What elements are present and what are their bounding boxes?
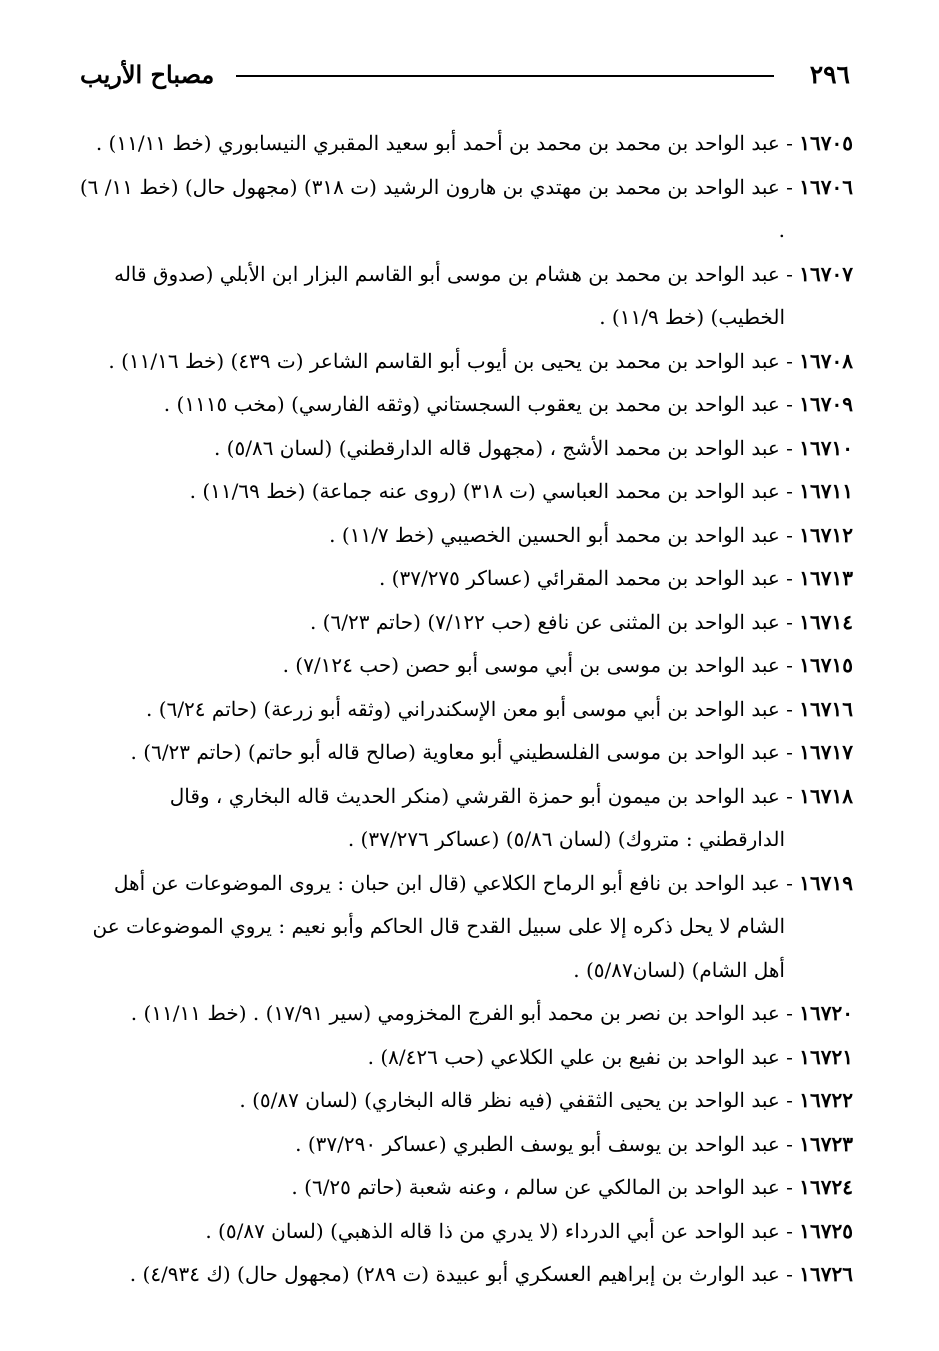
entry-number: ١٦٧٢٠ bbox=[799, 1001, 853, 1025]
list-item bbox=[78, 1036, 853, 1080]
entry-text: عبد الواحد بن محمد المقرائي (عساكر ٣٧/٢٧٥) . bbox=[378, 566, 780, 590]
entry-text: عبد الواحد بن محمد الأشج ، (مجهول قاله الدارقطني) (لسان ٥/٨٦) . bbox=[213, 435, 780, 460]
entry-separator: - bbox=[779, 522, 800, 547]
entry-separator: - bbox=[779, 1044, 800, 1069]
list-item bbox=[78, 731, 853, 775]
entry-text: عبد الواحد بن محمد بن يحيى بن أيوب أبو القاسم الشاعر (ت ٤٣٩) (خط ١١/١٦) . bbox=[108, 348, 780, 373]
entry-separator: - bbox=[779, 131, 800, 155]
entry-separator: - bbox=[779, 1131, 800, 1156]
entry-number: ١٦٧٢٥ bbox=[799, 1218, 853, 1243]
entry-separator: - bbox=[779, 1088, 800, 1112]
entry-number: ١٦٧١٩ bbox=[799, 870, 853, 895]
entry-separator: - bbox=[779, 1175, 800, 1199]
list-item bbox=[78, 1123, 853, 1167]
entry-number: ١٦٧٠٦ bbox=[799, 174, 853, 199]
entry-number: ١٦٧٢٦ bbox=[799, 1262, 853, 1286]
entry-text: عبد الواحد بن يوسف أبو يوسف الطبري (عساكر ٣٧/٢٩٠) . bbox=[295, 1131, 780, 1156]
entry-separator: - bbox=[779, 1218, 800, 1243]
entry-text: عبد الوارث بن إبراهيم العسكري أبو عبيدة (ت ٢٨٩) (مجهول حال) (ك ٤/٩٣٤) . bbox=[129, 1262, 780, 1286]
entry-number: ١٦٧١٨ bbox=[799, 783, 853, 808]
entry-separator: - bbox=[779, 348, 800, 373]
entry-text: عبد الواحد بن نفيع بن علي الكلاعي (حب ٨/٤٢٦) . bbox=[367, 1044, 780, 1069]
list-item bbox=[78, 1079, 853, 1123]
entry-separator: - bbox=[779, 1262, 800, 1286]
entry-text: عبد الواحد بن موسى بن أبي موسى أبو حصن (حب ٧/١٢٤) . bbox=[282, 653, 780, 677]
entry-separator: - bbox=[779, 566, 800, 590]
entry-separator: - bbox=[779, 653, 800, 677]
entry-number: ١٦٧٠٥ bbox=[799, 131, 853, 155]
entry-text: عبد الواحد بن موسى الفلسطيني أبو معاوية (صالح قاله أبو حاتم) (حاتم ٦/٢٣) . bbox=[130, 740, 780, 764]
list-item bbox=[78, 644, 853, 688]
entry-separator: - bbox=[779, 1001, 800, 1025]
entry-number: ١٦٧١١ bbox=[799, 479, 853, 503]
entry-separator: - bbox=[779, 696, 800, 721]
list-item bbox=[78, 557, 853, 601]
list-item bbox=[78, 383, 853, 427]
entry-text: عبد الواحد بن أبي موسى أبو معن الإسكندراني (وثقه أبو زرعة) (حاتم ٦/٢٤) . bbox=[146, 696, 780, 721]
entry-number: ١٦٧١٢ bbox=[799, 522, 853, 547]
list-item bbox=[78, 427, 853, 471]
entry-text: عبد الواحد بن محمد بن محمد بن أحمد أبو سعيد المقبري النيسابوري (خط ١١/١١) . bbox=[95, 131, 780, 155]
entry-text: عبد الواحد بن محمد بن هشام بن موسى أبو القاسم البزار ابن الأبلي (صدوق قاله الخطيب) (خط ١١/٩) . bbox=[114, 261, 785, 329]
entry-number: ١٦٧١٥ bbox=[799, 653, 853, 677]
entry-text: عبد الواحد بن محمد بن مهتدي بن هارون الرشيد (ت ٣١٨) (مجهول حال) (خط ١١/ ٦) . bbox=[79, 174, 785, 242]
entry-number: ١٦٧١٦ bbox=[799, 696, 853, 721]
entry-number: ١٦٧٢٢ bbox=[799, 1088, 853, 1112]
entry-number: ١٦٧٢١ bbox=[799, 1044, 853, 1069]
entry-separator: - bbox=[779, 174, 800, 199]
entry-number: ١٦٧١٤ bbox=[799, 609, 853, 634]
entry-text: عبد الواحد بن المثنى عن نافع (حب ٧/١٢٢) (حاتم ٦/٢٣) . bbox=[309, 609, 780, 634]
entry-number: ١٦٧١٧ bbox=[799, 740, 853, 764]
entry-separator: - bbox=[779, 261, 800, 286]
list-item bbox=[78, 1210, 853, 1254]
page-number: ٢٩٦ bbox=[809, 60, 850, 89]
entry-text: عبد الواحد بن المالكي عن سالم ، وعنه شعبة (حاتم ٦/٢٥) . bbox=[291, 1175, 780, 1199]
list-item bbox=[78, 862, 853, 993]
entry-number: ١٦٧١٣ bbox=[799, 566, 853, 590]
list-item bbox=[78, 166, 853, 253]
header-rule bbox=[236, 75, 774, 77]
list-item bbox=[78, 1166, 853, 1210]
page-header bbox=[80, 58, 850, 98]
entry-number: ١٦٧١٠ bbox=[799, 435, 853, 460]
entry-separator: - bbox=[779, 609, 800, 634]
entry-text: عبد الواحد بن ميمون أبو حمزة القرشي (منكر الحديث قاله البخاري ، وقال الدارقطني : متروك) (لسان ٥/٨٦) (عساكر ٣٧/٢٧٦) . bbox=[169, 783, 785, 851]
book-title: مصباح الأريب bbox=[80, 60, 215, 89]
entry-number: ١٦٧٠٨ bbox=[799, 348, 853, 373]
entry-number: ١٦٧٠٩ bbox=[799, 392, 853, 416]
entry-number: ١٦٧٢٣ bbox=[799, 1131, 853, 1156]
entry-separator: - bbox=[779, 740, 800, 764]
entry-text: عبد الواحد بن يحيى الثقفي (فيه نظر قاله البخاري) (لسان ٥/٨٧) . bbox=[239, 1088, 780, 1112]
entry-separator: - bbox=[779, 783, 800, 808]
entry-text: عبد الواحد عن أبي الدرداء (لا يدري من ذا قاله الذهبي) (لسان ٥/٨٧) . bbox=[205, 1218, 780, 1243]
entry-number: ١٦٧٢٤ bbox=[799, 1175, 853, 1199]
list-item bbox=[78, 992, 853, 1036]
list-item bbox=[78, 340, 853, 384]
entry-separator: - bbox=[779, 479, 800, 503]
list-item bbox=[78, 470, 853, 514]
entry-text: عبد الواحد بن محمد بن يعقوب السجستاني (وثقه الفارسي) (مخب ١١١٥) . bbox=[163, 392, 780, 416]
entry-text: عبد الواحد بن محمد أبو الحسين الخصيبي (خط ١١/٧) . bbox=[329, 522, 780, 547]
list-item bbox=[78, 601, 853, 645]
list-item bbox=[78, 514, 853, 558]
list-item bbox=[78, 253, 853, 340]
entry-separator: - bbox=[779, 435, 800, 460]
entry-text: عبد الواحد بن محمد العباسي (ت ٣١٨) (روى عنه جماعة) (خط ١١/٦٩) . bbox=[189, 479, 780, 503]
entry-list bbox=[78, 122, 853, 1297]
list-item bbox=[78, 1253, 853, 1297]
list-item bbox=[78, 688, 853, 732]
entry-separator: - bbox=[779, 392, 800, 416]
entry-text: عبد الواحد بن نافع أبو الرماح الكلاعي (قال ابن حبان : يروى الموضوعات عن أهل الشام لا يحل ذكره إلا على سبيل القدح قال الحاكم وأبو نعيم : يروي الموضوعات عن أهل الشام) (لسان٥/٨٧) . bbox=[92, 870, 785, 982]
list-item bbox=[78, 122, 853, 166]
entry-number: ١٦٧٠٧ bbox=[799, 261, 853, 286]
entry-separator: - bbox=[779, 870, 800, 895]
list-item bbox=[78, 775, 853, 862]
entry-text: عبد الواحد بن نصر بن محمد أبو الفرج المخزومي (سير ١٧/٩١) . (خط ١١/١١) . bbox=[130, 1001, 780, 1025]
